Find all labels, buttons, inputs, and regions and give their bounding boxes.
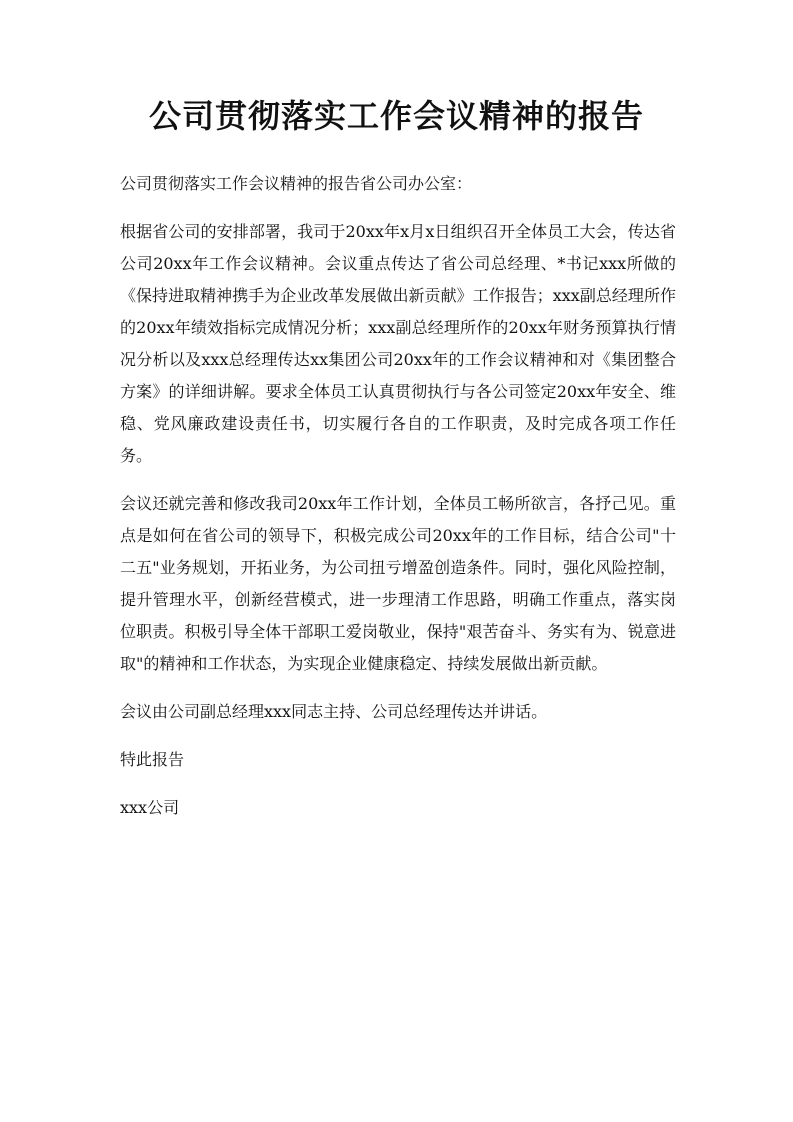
body-paragraph-host: 会议由公司副总经理xxx同志主持、公司总经理传达并讲话。 (120, 702, 548, 721)
salutation-paragraph: 公司贯彻落实工作会议精神的报告省公司办公室： (120, 174, 473, 193)
body-paragraph-meeting: 根据省公司的安排部署，我司于20xx年x月x日组织召开全体员工大会，传达省公司20xx年工作会议精神。会议重点传达了省公司总经理、*书记xxx所做的《保持进取精神携手为企业改革发展做出新贡献》工作报告；xxx副总经理所作的20xx年绩效指标完成情况分析；xxx副总经理所作的20xx年财务预算执行情况分析以及xxx总经理传达xx集团公司20xx年的工作会议精神和对《集团整合方案》的详细讲解。要求全体员工认真贯彻执行与各公司签定20xx年安全、维稳、党风廉政建设责任书，切实履行各自的工作职责，及时完成各项工作任务。 (120, 222, 676, 465)
signature-company: xxx公司 (120, 798, 180, 817)
document-body (120, 168, 676, 840)
body-paragraph-plan: 会议还就完善和修改我司20xx年工作计划，全体员工畅所欲言，各抒己见。重点是如何在省公司的领导下，积极完成公司20xx年的工作目标，结合公司"十二五"业务规划，开拓业务，为公司扭亏增盈创造条件。同时，强化风险控制，提升管理水平，创新经营模式，进一步理清工作思路，明确工作重点，落实岗位职责。积极引导全体干部职工爱岗敬业，保持"艰苦奋斗、务实有为、锐意进取"的精神和工作状态，为实现企业健康稳定、持续发展做出新贡献。 (120, 494, 676, 673)
closing-line: 特此报告 (120, 750, 185, 769)
document-title: 公司贯彻落实工作会议精神的报告 (148, 97, 644, 135)
